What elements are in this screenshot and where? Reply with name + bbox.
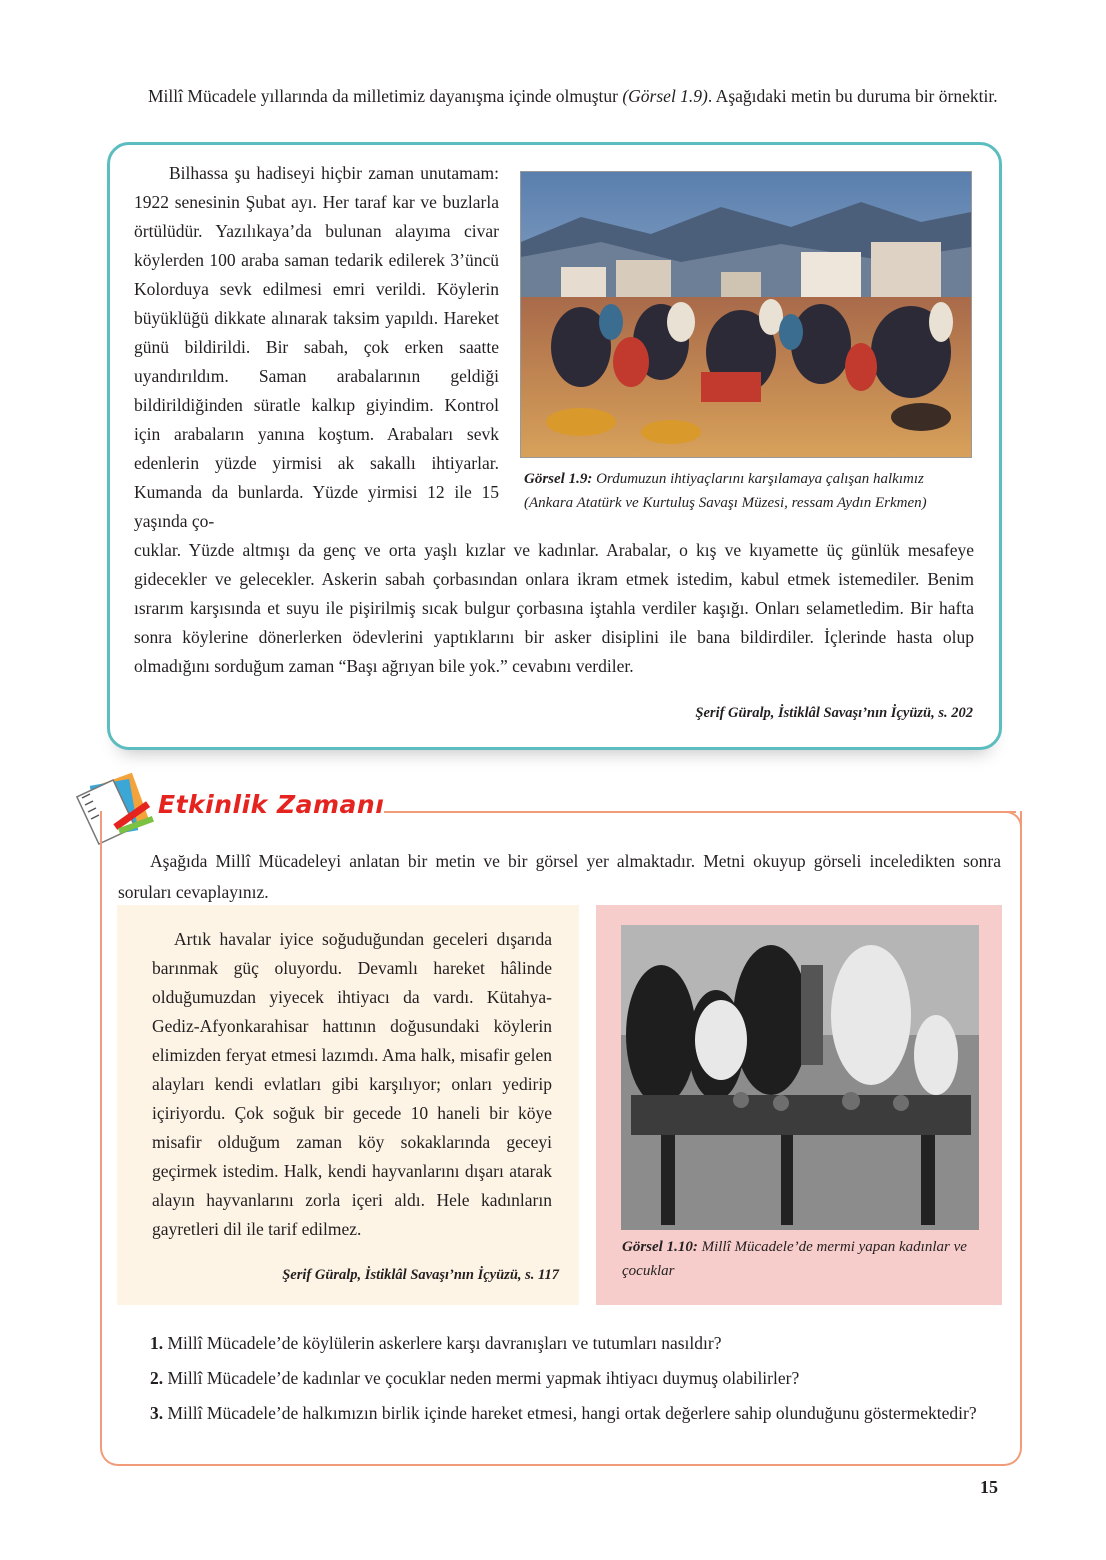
historical-photo: [621, 925, 979, 1230]
intro-text-before: Millî Mücadele yıllarında da milletimiz dayanışma içinde olmuştur: [148, 86, 623, 106]
intro-figure-ref: (Görsel 1.9): [622, 86, 708, 106]
photo-caption: Görsel 1.10: Millî Mücadele’de mermi yapan kadınlar ve çocuklar: [622, 1239, 967, 1279]
question-item: 2. Millî Mücadele’de kadınlar ve çocuklar neden mermi yapmak ihtiyacı duymuş olabilirler?: [150, 1368, 800, 1388]
passage-source: Şerif Güralp, İstiklâl Savaşı’nın İçyüzü, s. 117: [282, 1267, 559, 1283]
intro-text-after: . Aşağıdaki metin bu duruma bir örnektir.: [707, 86, 998, 106]
questions-list: [118, 1328, 1001, 1433]
passage-text: Artık havalar iyice soğuduğundan geceleri dışarıda barınmak güç oluyordu. Devamlı hareket hâlinde olduğumuzdan yiyecek ihtiyacı da vardı. Kütahya-Gediz-Afyonkarahisar hattının doğusundaki köylerin elimizden feryat etmesi lazımdı. Ama halk, misafir gelen alayları kendi evlatları gibi karşılıyor; onları yedirip içiriyordu. Çok soğuk bir gecede 10 haneli bir köye misafir olduğum zaman köy sokaklarında geceyi geçirmek istedim. Halk, kendi hayvanlarını dışarı atarak alayın hayvanlarını zorla içeri aldı. Hele kadınların gayretleri dil ile tarif edilmez.: [152, 929, 552, 1239]
activity-title: Etkinlik Zamanı: [158, 790, 385, 819]
quote-box: [107, 142, 1002, 750]
quote-text-part1: Bilhassa şu hadiseyi hiçbir zaman unutamam: 1922 senesinin Şubat ayı. Her taraf kar ve buzlarla örtülüdür. Yazılıkaya’da bulunan alayıma civar köylerden 100 araba saman tedarik edilerek 3’üncü Kolorduya sevk edilmesi emri verildi. Köylerin büyüklüğü dikkate alınarak taksim yapıldı. Hareket günü bildirildi. Bir sabah, çok erken saatte uyandırıldım. Saman arabalarının geldiği bildirildiğinden süratle kalkıp giyindim. Kontrol için arabaların yanına koştum. Arabaları sevk edenlerin yüzde yirmisi ak sakallı ihtiyarlar. Kumanda da bunlarda. Yüzde yirmisi 12 ile 15 yaşında ço-: [134, 163, 499, 531]
page-number: 15: [980, 1477, 998, 1497]
quote-source: Şerif Güralp, İstiklâl Savaşı’nın İçyüzü, s. 202: [695, 705, 973, 721]
painting-image: [520, 171, 972, 458]
intro-paragraph: [116, 80, 1026, 112]
photo-panel: [596, 905, 1002, 1305]
question-item: 1. Millî Mücadele’de köylülerin askerlere karşı davranışları ve tutumları nasıldır?: [150, 1333, 722, 1353]
passage-panel: [117, 905, 579, 1305]
quote-text-part2: cuklar. Yüzde altmışı da genç ve orta yaşlı kızlar ve kadınlar. Arabalar, o kış ve kıyamette üç günlük mesafeye gidecekler ve gelecekler. Askerin sabah çorbasından onlara ikram etmek istedim, kabul etmek istemediler. Benim ısrarım karşısında et suyu ile pişirilmiş sıcak bulgur çorbasına iştahla verdiler kaşığı. Onları selametledim. Bir hafta sonra köylerine dönerlerken ödevlerini yaptıklarını bir asker disiplini ile bana bildirdiler. İçlerinde hasta olup olmadığını sorduğum zaman “Başı ağrıyan bile yok.” cevabını verdiler.: [134, 540, 974, 676]
activity-intro: Aşağıda Millî Mücadeleyi anlatan bir metin ve bir görsel yer almaktadır. Metni okuyup görseli inceledikten sonra soruları cevaplayınız.: [118, 851, 1001, 902]
question-item: 3. Millî Mücadele’de halkımızın birlik içinde hareket etmesi, hangi ortak değerlere sahip olunduğunu göstermektedir?: [150, 1403, 977, 1423]
painting-caption: Görsel 1.9: Ordumuzun ihtiyaçlarını karşılamaya çalışan halkımız (Ankara Atatürk ve Kurtuluş Savaşı Müzesi, ressam Aydın Erkmen): [524, 471, 927, 511]
